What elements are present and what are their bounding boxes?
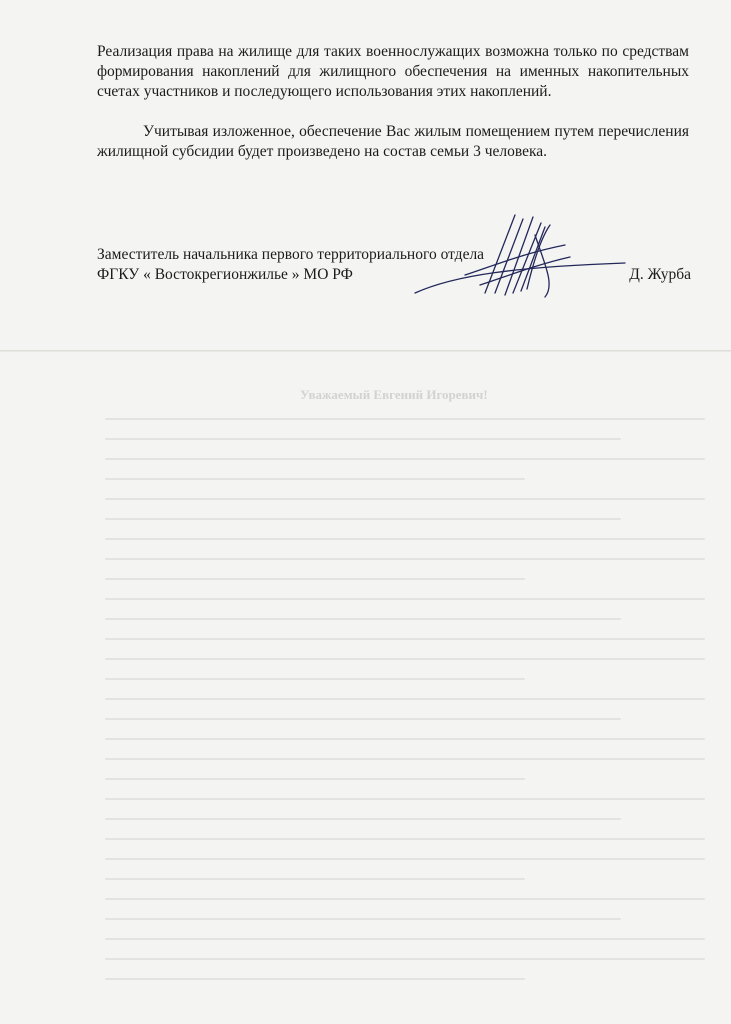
reverse-side-bleed [105,418,705,998]
letter-body [97,42,689,162]
signer-position-line-2: ФГКУ « Востокрегионжилье » МО РФ [97,266,353,283]
paragraph-1: Реализация права на жилище для таких военнослужащих возможна только по средствам формирования накоплений для жилищного обеспечения на именных накопительных счетах участников и последующего использования этих накоплений. [97,43,689,100]
paragraph-2: Учитывая изложенное, обеспечение Вас жилым помещением путем перечисления жилищной субсидии будет произведено на состав семьи 3 человека. [97,123,689,160]
handwritten-signature [395,205,635,305]
signer-position-line-1: Заместитель начальника первого территориального отдела [97,246,485,263]
signer-name: Д. Журба [629,266,691,283]
reverse-side-heading: Уважаемый Евгений Игоревич! [300,387,488,402]
paper-fold-line [0,350,731,352]
